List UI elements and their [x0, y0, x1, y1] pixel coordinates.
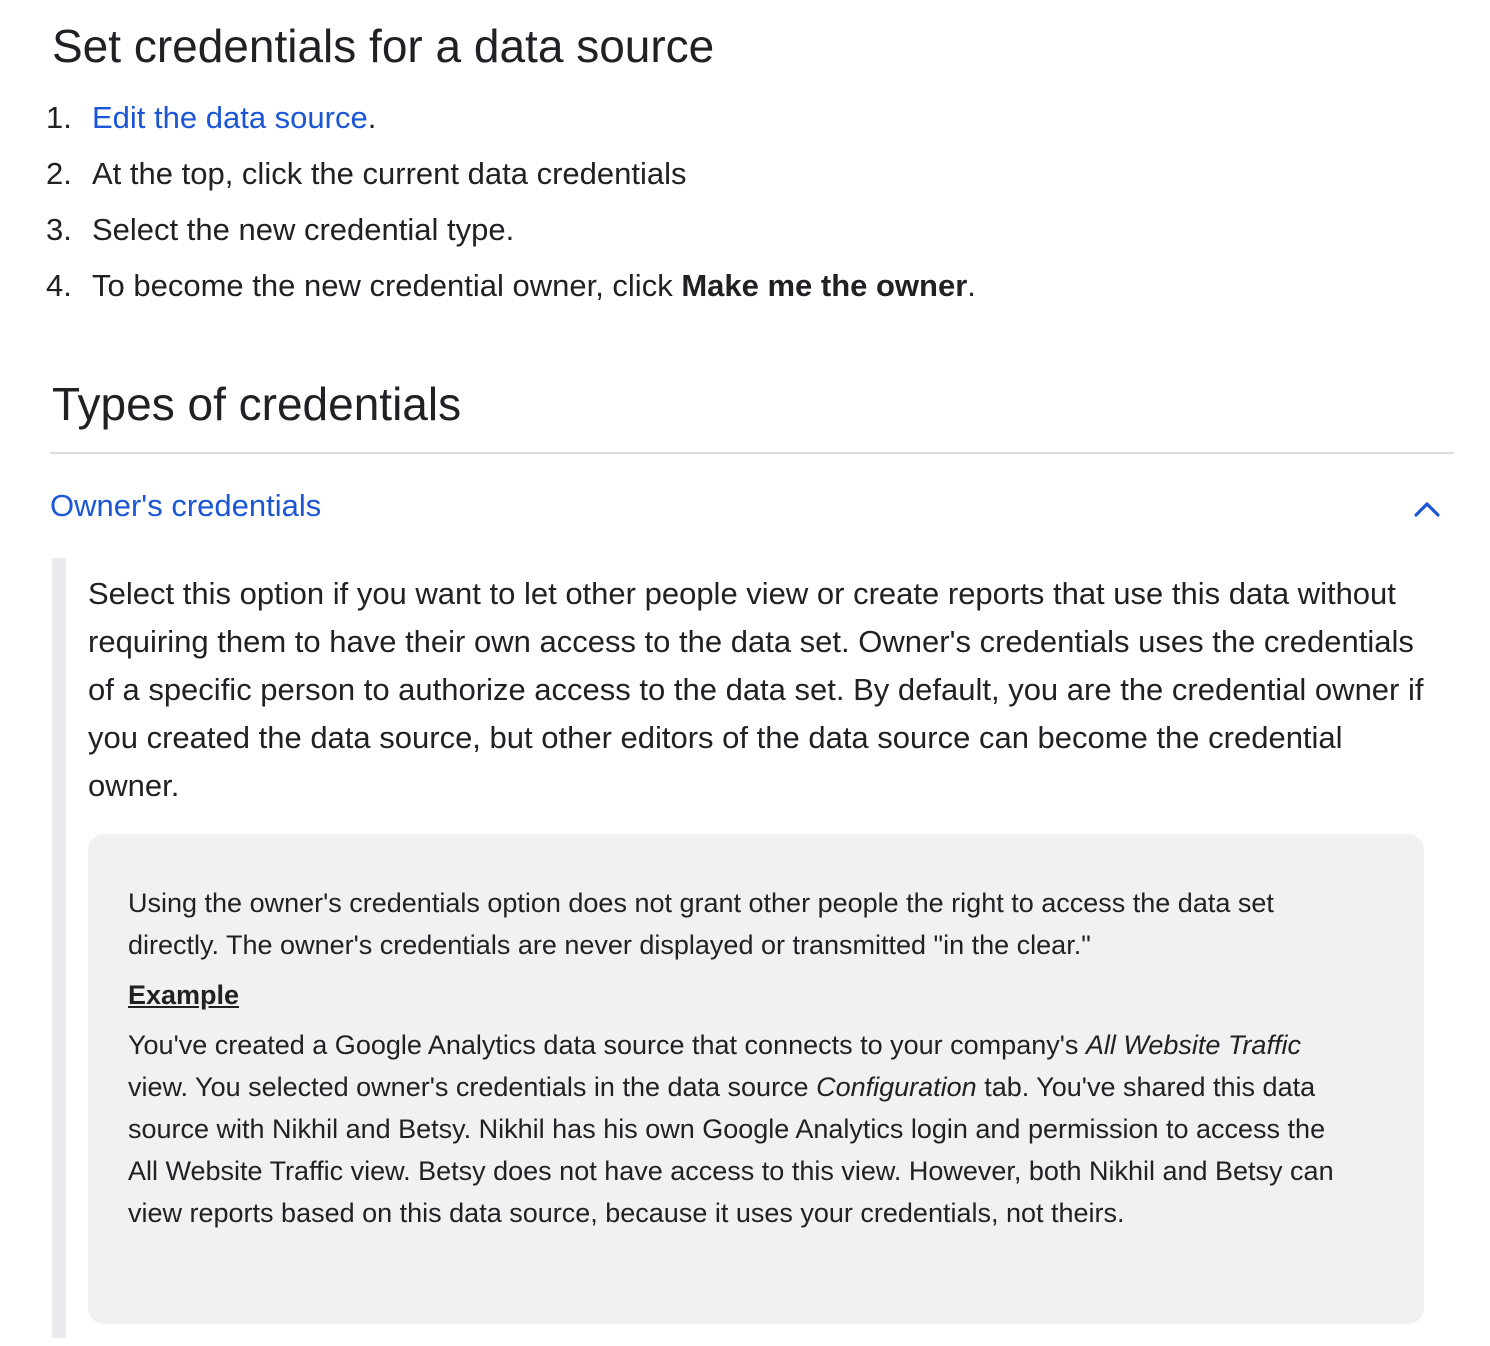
steps-list: [46, 90, 1436, 314]
step-number: 1.: [46, 100, 72, 135]
step-punct: .: [967, 268, 976, 303]
accordion-panel: [52, 558, 1454, 1338]
accordion-description: Select this option if you want to let other people view or create reports that use this data without requiring them to have their own access to the data set. Owner's credentials uses the credentials of a specific person to authorize access to the data set. By default, you are the credential owner if you created the data source, but other editors of the data source can become the credential owner.: [88, 576, 1424, 803]
note-text: Using the owner's credentials option does not grant other people the right to access the data set directly. The owner's credentials are never displayed or transmitted "in the clear.": [128, 888, 1274, 960]
section-title-types: Types of credentials: [52, 378, 462, 430]
step-text: [92, 258, 976, 314]
chevron-up-icon[interactable]: [1412, 494, 1442, 524]
example-tab-name: Configuration: [816, 1072, 977, 1102]
step-text: [92, 90, 376, 146]
section-divider: [50, 452, 1454, 454]
step-text: Select the new credential type.: [92, 212, 515, 247]
edit-data-source-link[interactable]: Edit the data source: [92, 100, 368, 135]
step-text: At the top, click the current data credentials: [92, 156, 687, 191]
make-me-owner-label: Make me the owner: [681, 268, 968, 303]
step-item: [46, 202, 1436, 258]
example-text: [128, 1024, 1348, 1234]
example-text-part: view. You selected owner's credentials in the data source: [128, 1072, 817, 1102]
step-item: [46, 258, 1436, 314]
note-box: [88, 834, 1424, 1324]
accordion-title: Owner's credentials: [50, 488, 322, 523]
step-item: [46, 146, 1436, 202]
example-text-part: tab. You've shared this data source with Nikhil and Betsy. Nikhil has his own Google Analytics login and permission to access the All Website Traffic view. Betsy does not have access to this view. However, both Nikhil and Betsy can view reports based on this data source, because it uses your credentials, not theirs.: [128, 1072, 1334, 1228]
step-number: 3.: [46, 212, 72, 247]
step-number: 4.: [46, 268, 72, 303]
accordion-header-owners-credentials[interactable]: [50, 476, 1454, 536]
step-number: 2.: [46, 156, 72, 191]
example-view-name: All Website Traffic: [1085, 1030, 1301, 1060]
step-punct: .: [367, 100, 377, 135]
section-title-set-credentials: Set credentials for a data source: [52, 20, 715, 72]
step-item: [46, 90, 1436, 146]
example-text-part: You've created a Google Analytics data source that connects to your company's: [128, 1030, 1086, 1060]
example-heading: Example: [128, 980, 240, 1010]
accordion-left-bar: [52, 558, 66, 1338]
step-text-before: To become the new credential owner, click: [92, 268, 682, 303]
